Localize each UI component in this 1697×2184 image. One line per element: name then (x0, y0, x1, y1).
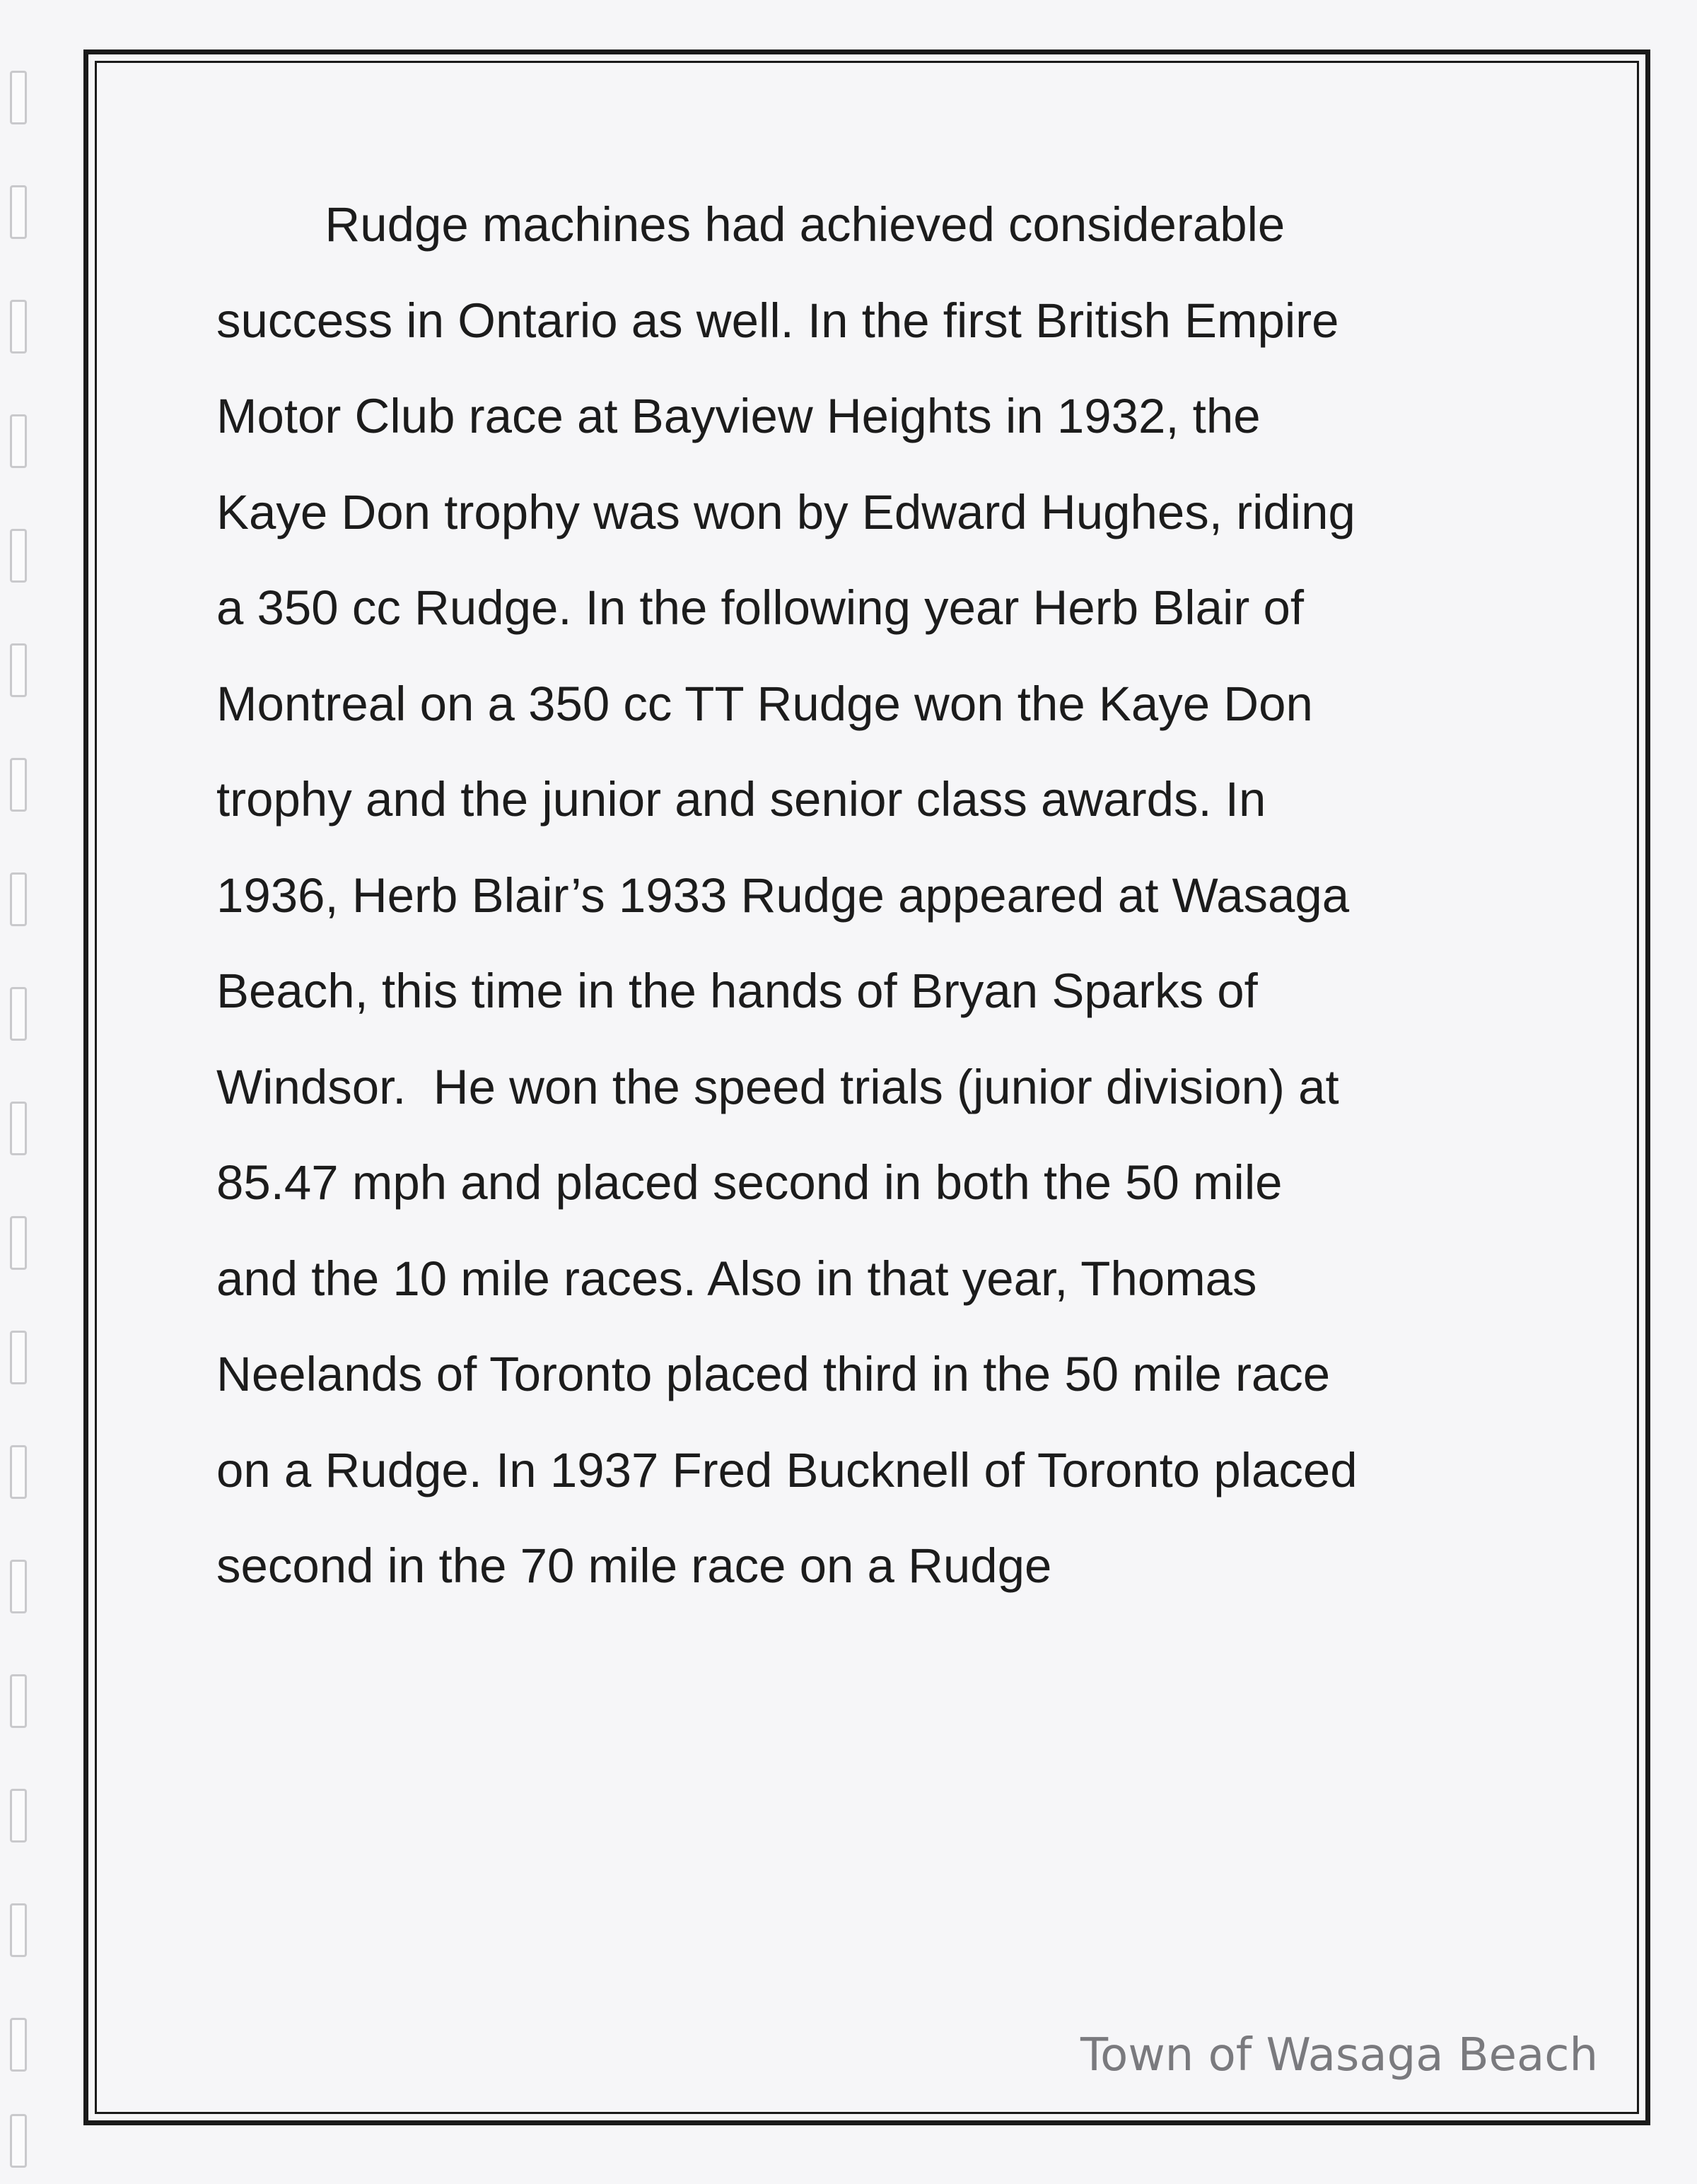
binding-hole (10, 2114, 27, 2168)
binding-hole (10, 758, 27, 812)
binding-hole (10, 1216, 27, 1270)
binding-hole (10, 1560, 27, 1613)
binding-hole (10, 872, 27, 926)
binding-hole (10, 414, 27, 468)
binding-hole (10, 300, 27, 354)
binding-hole (10, 185, 27, 239)
binding-hole (10, 1674, 27, 1728)
body-paragraph: Rudge machines had achieved considerable success in Ontario as well. In the first British Empire Motor Club race at Bayview Heights in 1932, the Kaye Don trophy was won by Edward Hughes, riding a 350 cc Rudge. In the following year Herb Blair of Montreal on a 350 cc TT Rudge won the Kaye Don trophy and the junior and senior class awards. In 1936, Herb Blair’s 1933 Rudge appeared at Wasaga Beach, this time in the hands of Bryan Sparks of Windsor. He won the speed trials (junior division) at 85.47 mph and placed second in both the 50 mile and the 10 mile races. Also in that year, Thomas Neelands of Toronto placed third in the 50 mile race on a Rudge. In 1937 Fred Bucknell of Toronto placed second in the 70 mile race on a Rudge (216, 197, 1358, 1593)
binding-hole (10, 2018, 27, 2072)
binding-hole (10, 529, 27, 583)
binding-hole (10, 643, 27, 697)
binding-hole (10, 1445, 27, 1499)
binding-hole (10, 1789, 27, 1843)
watermark: Town of Wasaga Beach (1080, 2029, 1598, 2081)
binding-hole (10, 1102, 27, 1155)
binding-hole (10, 987, 27, 1041)
binding-hole (10, 1331, 27, 1384)
binding-holes-strip (0, 0, 42, 2184)
binding-hole (10, 1903, 27, 1957)
binding-hole (10, 71, 27, 124)
